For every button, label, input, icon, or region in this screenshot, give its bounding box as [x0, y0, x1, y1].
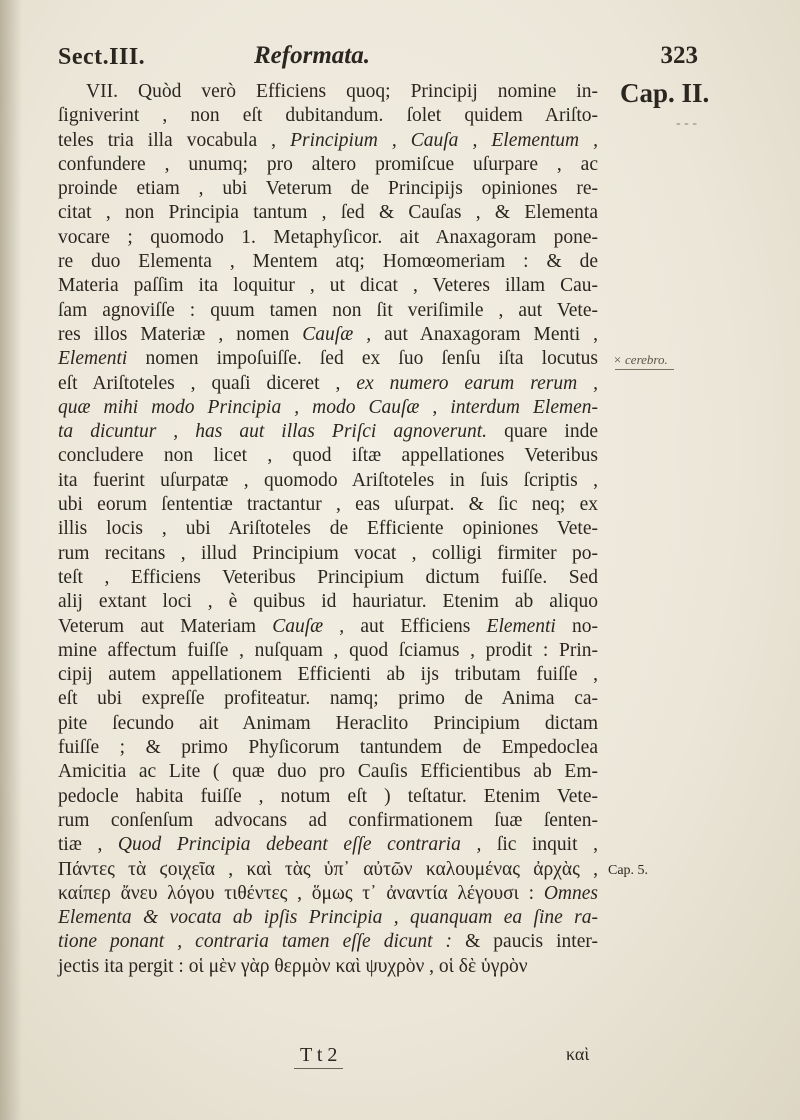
- italic-run: Elementi: [486, 615, 556, 637]
- running-title: Reformata.: [254, 42, 370, 69]
- text-line: [58, 250, 598, 274]
- text-line: [58, 858, 598, 882]
- text-run: rum conſenſum advocans ad confirmationem ſuæ ſenten-: [58, 809, 598, 831]
- text-run: proinde etiam , ubi Veterum de Principijs opiniones re-: [58, 178, 598, 200]
- page-number: 323: [660, 42, 698, 69]
- running-header: [58, 38, 698, 78]
- text-line: [58, 469, 598, 493]
- text-run: ſigniverint , non eſt dubitandum. ſolet quidem Ariſto-: [58, 105, 598, 127]
- text-run: tiæ ,: [58, 834, 118, 856]
- text-line: [58, 104, 598, 128]
- text-line: [58, 809, 598, 833]
- text-line: [58, 687, 598, 711]
- italic-run: quæ mihi modo Principia , modo Cauſæ , interdum Elemen-: [58, 396, 598, 418]
- italic-run: Elementi: [58, 348, 128, 370]
- italic-run: Elementa & vocata ab ipſis Principia , quanquam ea ſine ra-: [58, 907, 598, 929]
- text-line: [58, 153, 598, 177]
- text-run: quare inde: [487, 421, 598, 443]
- text-line: [58, 201, 598, 225]
- text-line: [58, 226, 598, 250]
- text-line: [58, 760, 598, 784]
- text-line: [58, 80, 598, 104]
- text-run: cipij autem appellationem Efficienti ab ijs tributam fuiſſe ,: [58, 664, 598, 686]
- text-run: Materia paſſim ita loquitur , ut dicat , Veteres illam Cau-: [58, 275, 598, 297]
- signature-mark: T t 2: [300, 1044, 338, 1066]
- text-run: Πάντες τὰ ϛοιχεῖα , καὶ τὰς ὑπ᾽ αὐτῶν καλουμένας ἀρχὰς ,: [58, 858, 598, 880]
- italic-run: Quod Principia debeant eſſe contraria ,: [117, 834, 482, 856]
- text-run: Amicitia ac Lite ( quæ duo pro Cauſis Efficientibus ab Em-: [58, 761, 598, 783]
- text-line: [58, 396, 598, 420]
- text-run: vocare ; quomodo 1. Metaphyſicor. ait Anaxagoram pone-: [58, 226, 598, 248]
- text-run: rum recitans , illud Principium vocat , colligi firmiter po-: [58, 542, 598, 564]
- text-run: pite ſecundo ait Animam Heraclito Principium dictam: [58, 712, 598, 734]
- text-line: [58, 493, 598, 517]
- text-line: [58, 663, 598, 687]
- text-line: [58, 542, 598, 566]
- text-line: [58, 955, 598, 979]
- text-run: concludere non licet , quod iſtæ appellationes Veteribus: [58, 445, 598, 467]
- margin-chapter-bottom: Cap. 5.: [608, 863, 649, 878]
- text-run: illis locis , ubi Ariſtoteles de Efficiente opiniones Vete-: [58, 518, 598, 540]
- spine-shadow: [0, 0, 22, 1120]
- text-run: fuiſſe ; & primo Phyſicorum tantundem de Empedoclea: [58, 737, 598, 759]
- text-line: [58, 785, 598, 809]
- margin-handwritten-note: × cerebro.: [613, 352, 668, 367]
- italic-run: Omnes: [543, 882, 598, 904]
- text-line: [58, 517, 598, 541]
- text-line: [58, 177, 598, 201]
- margin-chapter-top: Cap. II.: [620, 78, 710, 108]
- text-line: [58, 906, 598, 930]
- text-run: ſam agnoviſſe : quum tamen non ſit veriſimile , aut Vete-: [58, 299, 598, 321]
- italic-run: ta dicuntur , has aut illas Priſci agnoverunt.: [58, 421, 488, 443]
- italic-run: tione ponant , contraria tamen eſſe dicunt :: [58, 931, 453, 953]
- text-line: [58, 274, 598, 298]
- text-run: jectis ita pergit : οἱ μὲν γὰρ θερμὸν καὶ ψυχρὸν , οἱ δὲ ὑγρὸν: [58, 955, 528, 977]
- text-run: eſt ubi expreſſe profiteatur. namq; primo de Anima ca-: [58, 688, 598, 710]
- text-line: [58, 639, 598, 663]
- text-run: nomen impoſuiſſe. ſed ex ſuo ſenſu iſta locutus: [127, 348, 598, 370]
- text-run: καίπερ ἄνευ λόγου τιθέντες , ὅμως τ᾽ ἀναντία λέγουσι :: [58, 882, 544, 904]
- text-run: alij extant loci , è quibus id hauriatur. Etenim ab aliquo: [58, 591, 598, 613]
- text-line: [58, 736, 598, 760]
- text-line: [58, 712, 598, 736]
- text-run: mine affectum fuiſſe , nuſquam , quod ſciamus , prodit : Prin-: [58, 639, 598, 661]
- italic-run: Cauſæ ,: [302, 323, 372, 345]
- text-run: aut Efficiens: [344, 615, 487, 637]
- text-run: ubi eorum ſententiæ tractantur , eas uſurpat. & ſic neq; ex: [58, 494, 598, 516]
- text-run: teſt , Efficiens Veteribus Principium dictum fuiſſe. Sed: [58, 566, 598, 588]
- section-label: Sect.III.: [58, 44, 146, 70]
- text-line: [58, 833, 598, 857]
- text-line: [58, 372, 598, 396]
- text-run: re duo Elementa , Mentem atq; Homœomeriam : & de: [58, 251, 598, 273]
- text-line: [58, 590, 598, 614]
- text-line: [58, 930, 598, 954]
- italic-run: Principium , Cauſa , Elementum ,: [290, 129, 598, 151]
- text-run: ita fuerint uſurpatæ , quomodo Ariſtoteles in ſuis ſcriptis ,: [58, 469, 598, 491]
- margin-dash: - - -: [676, 116, 697, 131]
- text-run: confundere , unumq; pro altero promiſcue uſurpare , ac: [58, 153, 598, 175]
- text-run: no-: [555, 615, 599, 637]
- text-run: Veterum aut Materiam: [58, 615, 273, 637]
- text-line: [58, 299, 598, 323]
- italic-run: ex numero earum rerum ,: [356, 372, 599, 394]
- text-run: ſic inquit ,: [481, 834, 598, 856]
- text-line: [58, 615, 598, 639]
- text-line: [58, 420, 598, 444]
- text-line: [58, 129, 598, 153]
- text-line: [58, 882, 598, 906]
- text-run: & paucis inter-: [452, 931, 598, 953]
- text-line: [58, 323, 598, 347]
- catchword: καὶ: [566, 1044, 590, 1064]
- body-text: [58, 80, 598, 979]
- text-run: aut Anaxagoram Menti ,: [371, 323, 598, 345]
- text-run: teles tria illa vocabula ,: [58, 129, 291, 151]
- text-run: pedocle habita fuiſſe , notum eſt ) teſtatur. Etenim Vete-: [58, 785, 598, 807]
- text-line: [58, 566, 598, 590]
- italic-run: Cauſæ ,: [272, 615, 345, 637]
- text-run: citat , non Principia tantum , ſed & Cauſas , & Elementa: [58, 202, 598, 224]
- text-run: VII. Quòd verò Efficiens quoq; Principij nomine in-: [86, 81, 598, 102]
- text-run: eſt Ariſtoteles , quaſi diceret ,: [58, 372, 357, 394]
- text-line: [58, 347, 598, 371]
- text-run: res illos Materiæ , nomen: [58, 323, 303, 345]
- text-line: [58, 444, 598, 468]
